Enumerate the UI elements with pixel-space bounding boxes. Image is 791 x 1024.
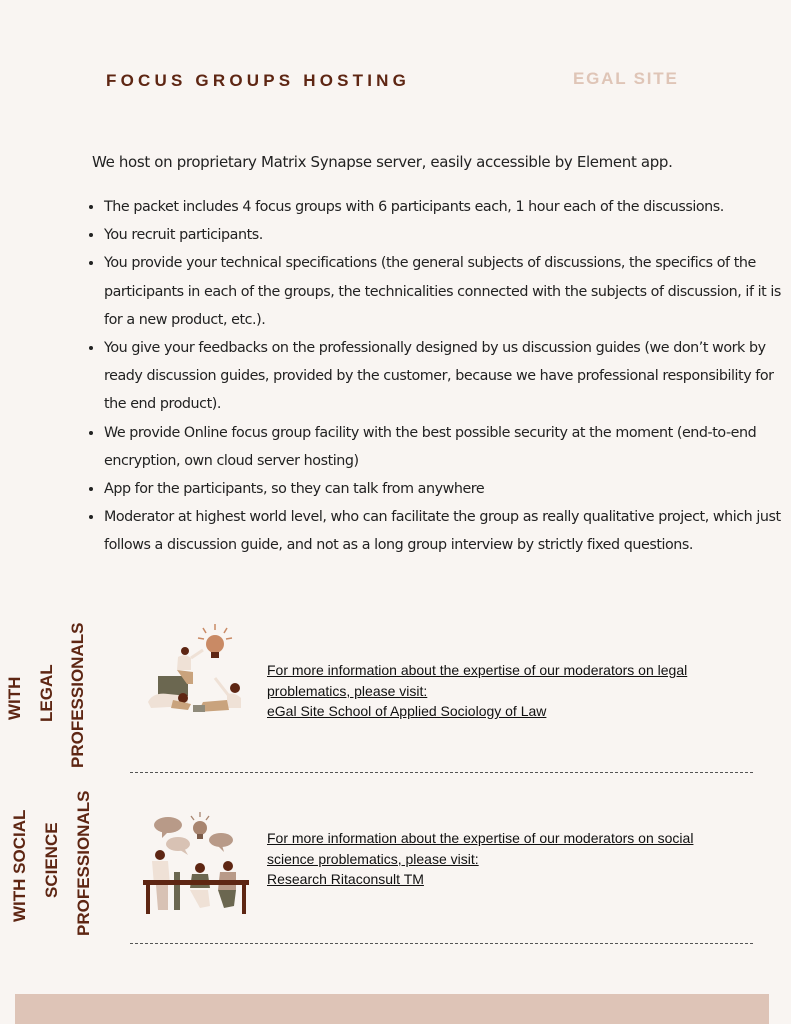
- info-text[interactable]: For more information about the expertise of our moderators on social: [267, 830, 694, 846]
- section-label-line: WITH: [5, 676, 24, 720]
- lightbulb-icon: [206, 635, 224, 653]
- speech-bubble-icon: [154, 817, 182, 833]
- list-item: • App for the participants, so they can talk from anywhere: [104, 475, 791, 503]
- speech-bubble-icon: [166, 837, 190, 851]
- footer-band: [15, 994, 769, 1024]
- list-item: • You give your feedbacks on the professionally designed by us discussion guides (we don’t work by ready discussion guides, provided by the customer, because we have professional responsibility for the end product).: [104, 334, 791, 419]
- people-lightbulb-illustration: [143, 622, 248, 718]
- list-item: • Moderator at highest world level, who can facilitate the group as really qualitative project, which just follows a discussion guide, and not as a long group interview by strictly fixed questions.: [104, 503, 791, 559]
- info-text[interactable]: problematics, please visit:: [267, 682, 428, 699]
- info-text[interactable]: For more information about the expertise of our moderators on legal: [267, 662, 688, 678]
- intro-text: We host on proprietary Matrix Synapse server, easily accessible by Element app.: [92, 153, 673, 171]
- list-item: • You recruit participants.: [104, 221, 791, 249]
- dashed-divider: [130, 943, 753, 944]
- section-label-line: SCIENCE: [42, 822, 61, 898]
- list-item: • You provide your technical specifications (the general subjects of discussions, the specifics of the participants in each of the groups, the technicalities connected with the subjects of discussion, if it is for a new product, etc.).: [104, 249, 791, 334]
- meeting-table-illustration: [140, 810, 252, 916]
- social-link[interactable]: Research Ritaconsult TM: [267, 871, 424, 887]
- speech-bubble-icon: [209, 833, 233, 847]
- social-info[interactable]: [267, 828, 737, 890]
- feature-list: [86, 193, 791, 560]
- section-label-line: WITH SOCIAL: [10, 809, 29, 922]
- table-icon: [143, 880, 249, 885]
- list-item: • The packet includes 4 focus groups with 6 participants each, 1 hour each of the discussions.: [104, 193, 791, 221]
- page-title: FOCUS GROUPS HOSTING: [106, 71, 411, 90]
- section-label-line: PROFESSIONALS: [68, 622, 87, 768]
- legal-info[interactable]: [267, 660, 737, 722]
- laptop-icon: [193, 705, 205, 712]
- legal-link[interactable]: eGal Site School of Applied Sociology of Law: [267, 703, 547, 719]
- site-label: EGAL SITE: [573, 69, 679, 88]
- list-item: • We provide Online focus group facility with the best possible security at the moment (end-to-end encryption, own cloud server hosting): [104, 419, 791, 475]
- section-label-line: PROFESSIONALS: [74, 790, 93, 936]
- dashed-divider: [130, 772, 753, 773]
- info-text[interactable]: science problematics, please visit:: [267, 850, 479, 867]
- lightbulb-icon: [193, 821, 207, 835]
- section-label-line: LEGAL: [37, 664, 56, 722]
